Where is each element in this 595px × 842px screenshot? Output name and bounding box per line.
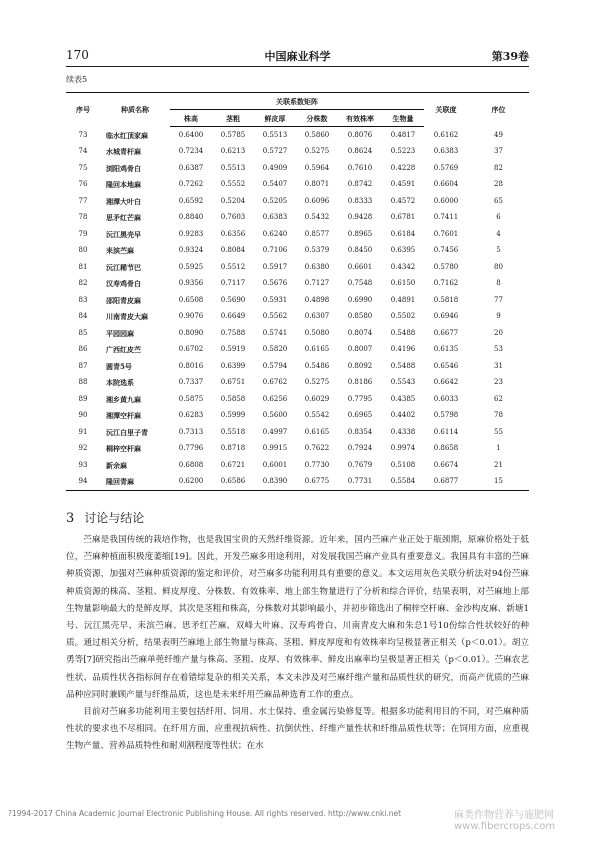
table-row <box>66 226 529 243</box>
table-cell: 0.8390 <box>254 474 296 491</box>
table-cell: 76 <box>78 180 88 189</box>
table-cell: 0.8084 <box>220 246 246 255</box>
table-cell: 0.5223 <box>390 147 416 156</box>
table-cell: 84 <box>78 312 88 321</box>
table-cell: 0.6213 <box>220 147 246 156</box>
table-cell: 0.6001 <box>262 460 288 469</box>
table-cell: 沅江黑壳早 <box>106 229 141 239</box>
table-cell: 0.7679 <box>347 460 373 469</box>
table-cell: 0.9915 <box>262 444 288 453</box>
table-cell: 0.6762 <box>262 378 288 387</box>
table-cell: 0.6946 <box>433 312 459 321</box>
table-cell: 0.8624 <box>347 147 373 156</box>
table-cell: 0.4196 <box>390 345 416 354</box>
table-cell: 邵阳青皮麻 <box>106 295 141 305</box>
table-cell: 8 <box>496 279 501 288</box>
table-cell: 0.5600 <box>262 411 288 420</box>
table-cell: 0.5917 <box>262 262 288 271</box>
copyright-footer: ?1994-2017 China Academic Journal Electronic Publishing House. All rights reserved. http://www.cnki.net <box>8 809 402 818</box>
table-cell: 0.8333 <box>347 196 373 205</box>
table-cell: 0.7127 <box>304 279 330 288</box>
table-cell: 0.7234 <box>178 147 204 156</box>
table-cell: 0.6387 <box>178 163 204 172</box>
table-cell: 0.5379 <box>304 246 330 255</box>
table-cell: 0.6000 <box>433 196 459 205</box>
table-cell: 78 <box>78 213 88 222</box>
table-cell: 0.5108 <box>390 460 416 469</box>
table-cell: 0.5275 <box>304 378 330 387</box>
table-cell: 0.6604 <box>433 180 459 189</box>
table-cell: 沅江白里子青 <box>106 427 148 437</box>
table-cell: 0.6649 <box>220 312 246 321</box>
table-cell: 浏阳鸡骨白 <box>106 163 141 173</box>
table-cell: 0.6751 <box>220 378 246 387</box>
table-cell: 0.5513 <box>220 163 246 172</box>
table-cell: 0.6096 <box>304 196 330 205</box>
table-cell: 82 <box>78 279 88 288</box>
table-cell: 0.6702 <box>178 345 204 354</box>
table-cell: 0.5820 <box>262 345 288 354</box>
table-cell: 0.5858 <box>220 394 246 403</box>
table-cell: 0.6808 <box>178 460 204 469</box>
table-cell: 1 <box>496 444 501 453</box>
table-cell: 0.8577 <box>304 229 330 238</box>
table-cell: 0.4228 <box>390 163 416 172</box>
table-cell: 0.6162 <box>433 130 459 139</box>
table-cell: 0.7106 <box>262 246 288 255</box>
table-cell: 本院选系 <box>106 378 134 388</box>
table-cell: 0.8074 <box>347 328 373 337</box>
table-cell: 0.5562 <box>262 312 288 321</box>
table-cell: 85 <box>78 328 88 337</box>
table-cell: 0.7924 <box>347 444 373 453</box>
table-row <box>66 441 529 458</box>
table-cell: 0.6256 <box>262 394 288 403</box>
table-cell: 0.7313 <box>178 427 204 436</box>
table-cell: 0.4997 <box>262 427 288 436</box>
table-cell: 0.6383 <box>262 213 288 222</box>
table-cell: 0.7262 <box>178 180 204 189</box>
table-cell: 0.7411 <box>433 213 459 222</box>
table-row <box>66 375 529 392</box>
table-cell: 0.8840 <box>178 213 204 222</box>
table-row <box>66 474 529 491</box>
table-cell: 0.8016 <box>178 361 204 370</box>
table-row <box>66 358 529 375</box>
table-cell: 20 <box>494 328 503 337</box>
table-cell: 0.8186 <box>347 378 373 387</box>
table-cell: 0.5875 <box>178 394 204 403</box>
table-cell: 0.6165 <box>304 345 330 354</box>
table-row <box>66 144 529 161</box>
table-cell: 49 <box>494 130 503 139</box>
table-cell: 0.4909 <box>262 163 288 172</box>
table-cell: 0.5818 <box>433 295 459 304</box>
table-cell: 0.6283 <box>178 411 204 420</box>
table-cell: 0.4817 <box>390 130 416 139</box>
table-cell: 0.6781 <box>390 213 416 222</box>
table-cell: 0.6990 <box>347 295 373 304</box>
table-cell: 0.8450 <box>347 246 373 255</box>
table-cell: 0.6546 <box>433 361 459 370</box>
table-cell: 沅江稀节巴 <box>106 262 141 272</box>
table-cell: 0.7731 <box>338 474 382 491</box>
col-header-matrix: 关联系数矩阵 <box>170 93 424 110</box>
table-row <box>66 259 529 276</box>
table-cell: 0.5798 <box>433 411 459 420</box>
table-row <box>66 193 529 210</box>
table-cell: 87 <box>78 361 88 370</box>
table-cell: 0.4402 <box>390 411 416 420</box>
table-cell: 0.5964 <box>304 163 330 172</box>
table-row <box>66 391 529 408</box>
col-header-no: 序号 <box>66 93 100 127</box>
col-header-height: 株高 <box>170 110 212 127</box>
table-cell: 0.6150 <box>390 279 416 288</box>
table-cell: 0.4591 <box>390 180 416 189</box>
table-cell: 0.5860 <box>304 130 330 139</box>
table-cell: 0.6586 <box>212 474 254 491</box>
table-cell: 0.5518 <box>220 427 246 436</box>
table-row <box>66 292 529 309</box>
table-cell: 0.4342 <box>390 262 416 271</box>
table-cell: 0.5919 <box>220 345 246 354</box>
table-cell: 0.4338 <box>390 427 416 436</box>
table-cell: 0.5486 <box>304 361 330 370</box>
table-cell: 5 <box>496 246 501 255</box>
table-cell: 6 <box>496 213 501 222</box>
table-cell: 0.6721 <box>220 460 246 469</box>
table-row <box>66 243 529 260</box>
table-row <box>66 160 529 177</box>
table-cell: 0.6877 <box>424 474 468 491</box>
table-cell: 79 <box>78 229 88 238</box>
table-cell: 0.4572 <box>390 196 416 205</box>
table-cell: 53 <box>494 345 503 354</box>
table-cell: 汉寿鸡骨白 <box>106 279 141 289</box>
table-cell: 0.7117 <box>220 279 246 288</box>
table-cell: 23 <box>494 378 503 387</box>
table-cell: 0.9974 <box>390 444 416 453</box>
table-cell: 0.4891 <box>390 295 416 304</box>
table-cell: 0.5275 <box>304 147 330 156</box>
table-cell: 9 <box>496 312 501 321</box>
table-cell: 0.8965 <box>347 229 373 238</box>
table-cell: 0.6965 <box>347 411 373 420</box>
table-cell: 平园园麻 <box>106 328 134 338</box>
table-cell: 75 <box>78 163 88 172</box>
table-cell: 28 <box>494 180 503 189</box>
table-cell: 0.5780 <box>433 262 459 271</box>
table-cell: 0.6184 <box>390 229 416 238</box>
table-cell: 湘潭大叶白 <box>106 196 141 206</box>
table-cell: 73 <box>78 130 88 139</box>
table-cell: 耒滨苎麻 <box>106 246 134 256</box>
table-cell: 0.7796 <box>178 444 204 453</box>
table-cell: 0.8092 <box>347 361 373 370</box>
table-cell: 0.7730 <box>304 460 330 469</box>
table-cell: 0.8718 <box>220 444 246 453</box>
table-cell: 0.7337 <box>178 378 204 387</box>
table-cell: 0.5769 <box>433 163 459 172</box>
table-cell: 0.5488 <box>390 361 416 370</box>
table-cell: 0.4385 <box>390 394 416 403</box>
table-cell: 圆青5号 <box>106 361 132 371</box>
table-cell: 0.5727 <box>262 147 288 156</box>
col-header-effective: 有效株率 <box>338 110 382 127</box>
col-header-stem: 茎粗 <box>212 110 254 127</box>
table-cell: 0.8071 <box>304 180 330 189</box>
table-cell: 0.6395 <box>390 246 416 255</box>
table-caption: 续表5 <box>66 75 88 84</box>
table-cell: 0.7162 <box>433 279 459 288</box>
table-cell: 0.5999 <box>220 411 246 420</box>
col-header-bark: 鲜皮厚 <box>254 110 296 127</box>
table-cell: 80 <box>494 262 503 271</box>
table-cell: 0.7795 <box>347 394 373 403</box>
table-cell: 0.6029 <box>304 394 330 403</box>
section-title: 讨论与结论 <box>84 511 145 525</box>
table-cell: 0.5432 <box>304 213 330 222</box>
table-cell: 水城青杆麻 <box>106 147 141 157</box>
table-cell: 82 <box>494 163 503 172</box>
table-cell: 0.9428 <box>347 213 373 222</box>
table-cell: 湘乡黄九麻 <box>106 394 141 404</box>
table-row <box>66 276 529 293</box>
table-cell: 湘潭空杆麻 <box>106 411 141 421</box>
page-header <box>66 48 529 64</box>
table-cell: 0.6400 <box>178 130 204 139</box>
table-cell: 4 <box>496 229 501 238</box>
header-rule <box>66 66 529 67</box>
table-cell: 77 <box>78 196 88 205</box>
table-cell: 0.7456 <box>433 246 459 255</box>
table-cell: 0.7601 <box>433 229 459 238</box>
table-row <box>66 342 529 359</box>
table-cell: 0.6200 <box>170 474 212 491</box>
paragraph: 苎麻是我国传统的栽培作物，也是我国宝贵的天然纤维资源。近年来，国内苎麻产业正处于瓶颈期，原麻价格处于低位，苎麻种植面积极度萎缩[19]。因此，开发苎麻多用途利用，对发展我国苎麻产业具有重要意义。我国具有丰富的苎麻种质资源，加强对苎麻种质资源的鉴定和评价，对苎麻多功能利用具有重要的意义。本文运用灰色关联分析法对94份苎麻种质资源的株高、茎粗、鲜皮厚度、分株数、有效株率、地上部生物量进行了分析和综合评价，结果表明，对苎麻地上部生物量影响最大的是鲜皮厚，其次是茎粗和株高，分株数对其影响最小，并初步筛选出了桐梓空杆麻、金沙构皮麻、新塘1号、沅江黑壳早、耒滨苎麻、思矛红芒麻、双峰大叶麻、汉寿鸡骨白、川南青皮大麻和朱总1号10份综合性状较好的种质。通过相关分析，结果表明苎麻地上部生物量与株高、茎粗、鲜皮厚度和有效株率均呈极显著正相关（p＜0.01）。胡立勇等[7]研究指出苎麻单蔸纤维产量与株高、茎粗、皮厚、有效株率、鲜皮出麻率均呈极显著正相关（p＜0.01）。苎麻农艺性状、品质性状各指标间存在着错综复杂的相关关系，本文未涉及对苎麻纤维产量和品质性状的研究，而高产优质的苎麻品种应同时兼顾产量与纤维品质，这也是未来纤用苎麻品种选育工作的重点。 <box>66 535 529 700</box>
table-cell: 0.7603 <box>220 213 246 222</box>
table-cell: 0.8007 <box>347 345 373 354</box>
table-cell: 65 <box>494 196 503 205</box>
table-cell: 94 <box>66 474 100 491</box>
table-cell: 0.5931 <box>262 295 288 304</box>
table-cell: 0.5785 <box>220 130 246 139</box>
table-cell: 0.5204 <box>220 196 246 205</box>
table-cell: 0.5502 <box>390 312 416 321</box>
table-cell: 0.5488 <box>390 328 416 337</box>
table-cell: 37 <box>494 147 503 156</box>
volume-label: 第39卷 <box>491 50 529 63</box>
table-row <box>66 457 529 474</box>
table-cell: 0.6383 <box>433 147 459 156</box>
table-cell: 0.7588 <box>220 328 246 337</box>
table-cell: 62 <box>494 394 503 403</box>
table-cell: 临水红顶家麻 <box>106 130 148 140</box>
table-cell: 0.6674 <box>433 460 459 469</box>
table-cell: 74 <box>78 147 88 156</box>
table-cell: 0.6135 <box>433 345 459 354</box>
table-cell: 0.8580 <box>347 312 373 321</box>
table-cell: 0.5584 <box>382 474 424 491</box>
table-row <box>66 325 529 342</box>
table-cell: 广西红皮苎 <box>106 345 141 355</box>
table-row <box>66 177 529 194</box>
col-header-biomass: 生物量 <box>382 110 424 127</box>
table-cell: 0.9356 <box>178 279 204 288</box>
section-heading <box>66 509 144 526</box>
table-cell: 川南青皮大麻 <box>106 312 148 322</box>
table-cell: 90 <box>78 411 88 420</box>
table-cell: 0.5080 <box>304 328 330 337</box>
table-cell: 0.6240 <box>262 229 288 238</box>
correlation-table <box>66 92 529 491</box>
table-cell: 21 <box>494 460 503 469</box>
table-cell: 0.5741 <box>262 328 288 337</box>
table-cell: 0.5407 <box>262 180 288 189</box>
table-cell: 0.6165 <box>304 427 330 436</box>
section-number: 3 <box>66 511 75 526</box>
table-cell: 桐梓空杆麻 <box>106 444 141 454</box>
table-cell: 0.8658 <box>433 444 459 453</box>
table-cell: 88 <box>78 378 88 387</box>
col-header-rank: 序位 <box>468 93 529 127</box>
table-cell: 0.6508 <box>178 295 204 304</box>
table-cell: 0.7622 <box>304 444 330 453</box>
page-number: 170 <box>66 48 89 62</box>
table-cell: 0.5925 <box>178 262 204 271</box>
table-cell: 0.5543 <box>390 378 416 387</box>
table-cell: 0.7610 <box>347 163 373 172</box>
table-cell: 0.8076 <box>347 130 373 139</box>
col-header-degree: 关联度 <box>424 93 468 127</box>
table-cell: 0.8090 <box>178 328 204 337</box>
table-cell: 0.6114 <box>433 427 459 436</box>
table-cell: 80 <box>78 246 88 255</box>
table-cell: 0.6592 <box>178 196 204 205</box>
table-row <box>66 408 529 425</box>
table-row <box>66 210 529 227</box>
table-cell: 思矛红芒麻 <box>106 213 141 223</box>
table-cell: 0.8354 <box>347 427 373 436</box>
col-header-tillers: 分株数 <box>296 110 338 127</box>
table-cell: 0.6033 <box>433 394 459 403</box>
table-cell: 77 <box>494 295 503 304</box>
table-cell: 0.9076 <box>178 312 204 321</box>
table-cell: 0.6642 <box>433 378 459 387</box>
table-cell: 0.5542 <box>304 411 330 420</box>
table-cell: 0.6307 <box>304 312 330 321</box>
table-cell: 0.6380 <box>304 262 330 271</box>
table-cell: 78 <box>494 411 503 420</box>
journal-title: 中国麻业科学 <box>264 50 331 63</box>
table-cell: 31 <box>494 361 503 370</box>
table-cell: 0.5676 <box>262 279 288 288</box>
table-cell: 83 <box>78 295 88 304</box>
table-row <box>66 309 529 326</box>
table-cell: 0.6356 <box>220 229 246 238</box>
table-row <box>66 127 529 144</box>
table-cell: 0.9324 <box>178 246 204 255</box>
table-cell: 新余麻 <box>106 460 127 470</box>
table-cell: 0.5552 <box>220 180 246 189</box>
table-cell: 93 <box>78 460 88 469</box>
table-row <box>66 424 529 441</box>
table-cell: 0.5205 <box>262 196 288 205</box>
table-cell: 92 <box>78 444 88 453</box>
table-cell: 0.8742 <box>347 180 373 189</box>
table-cell: 0.4898 <box>304 295 330 304</box>
table-cell: 0.7548 <box>347 279 373 288</box>
table-cell: 15 <box>468 474 529 491</box>
table-cell: 0.5512 <box>220 262 246 271</box>
table-cell: 81 <box>78 262 88 271</box>
table-cell: 0.6601 <box>347 262 373 271</box>
col-header-name: 种质名称 <box>100 93 170 127</box>
paragraph: 目前对苎麻多功能利用主要包括纤用、饲用、水土保持、重金属污染修复等。根据多功能利用目的不同，对苎麻种质性状的要求也不尽相同。在纤用方面，应重视抗病性、抗倒伏性、纤维产量性状和纤维品质性状等；在饲用方面，应重视生物产量、营养品质特性和耐刈割程度等性状；在水 <box>66 707 529 752</box>
table-cell: 0.9283 <box>178 229 204 238</box>
table-cell: 89 <box>78 394 88 403</box>
table-cell: 隆回青麻 <box>100 474 170 491</box>
table-cell: 55 <box>494 427 503 436</box>
table-cell: 0.5513 <box>262 130 288 139</box>
table-cell: 91 <box>78 427 88 436</box>
table-cell: 隆回本地麻 <box>106 180 141 190</box>
body-text <box>66 532 529 756</box>
table-cell: 0.6399 <box>220 361 246 370</box>
table-cell: 0.6775 <box>296 474 338 491</box>
table-cell: 86 <box>78 345 88 354</box>
watermark: 麻类作物营养与施肥网 www.fibercrops.com <box>454 810 556 832</box>
table-cell: 0.5690 <box>220 295 246 304</box>
table-cell: 0.5794 <box>262 361 288 370</box>
table-cell: 0.6677 <box>433 328 459 337</box>
